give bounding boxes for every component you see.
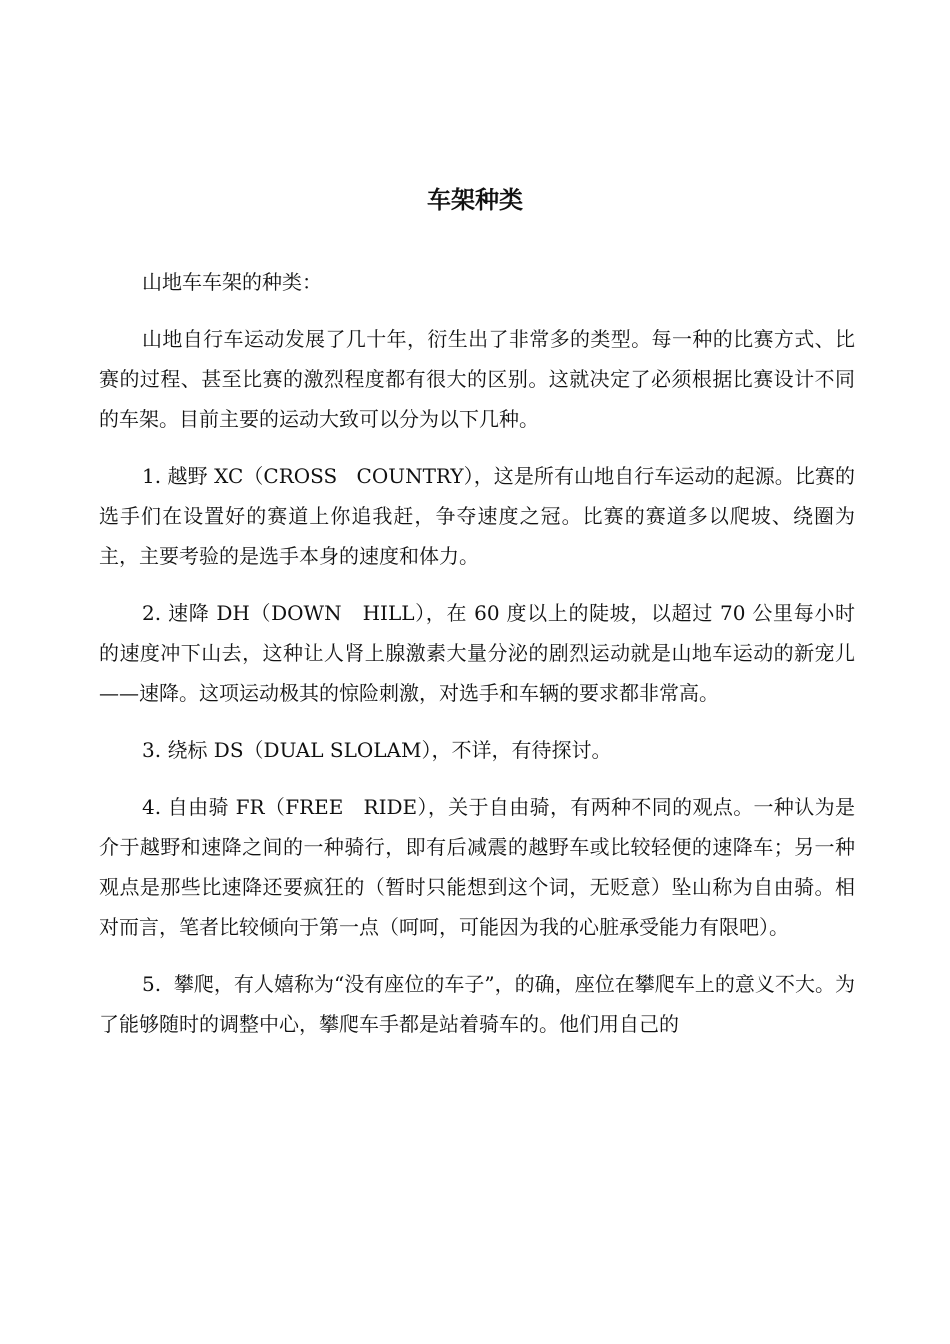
document-body <box>99 262 855 1061</box>
paragraph-trial: 5. 攀爬，有人嬉称为“没有座位的车子”，的确，座位在攀爬车上的意义不大。为了能够随时的调整中心，攀爬车手都是站着骑车的。他们用自己的 <box>99 972 855 1036</box>
paragraph-ds: 3. 绕标 DS（DUAL SLOLAM），不详，有待探讨。 <box>142 738 612 762</box>
paragraph-overview: 山地自行车运动发展了几十年，衍生出了非常多的类型。每一种的比赛方式、比赛的过程、甚至比赛的激烈程度都有很大的区别。这就决定了必须根据比赛设计不同的车架。目前主要的运动大致可以分为以下几种。 <box>99 327 855 431</box>
paragraph-xc: 1. 越野 XC（CROSS COUNTRY），这是所有山地自行车运动的起源。比赛的选手们在设置好的赛道上你追我赶，争夺速度之冠。比赛的赛道多以爬坡、绕圈为主，主要考验的是选手本身的速度和体力。 <box>99 464 855 568</box>
document-title: 车架种类 <box>427 186 523 214</box>
paragraph-intro-heading: 山地车车架的种类： <box>142 270 322 294</box>
paragraph-dh: 2. 速降 DH（DOWN HILL），在 60 度以上的陡坡，以超过 70 公里每小时的速度冲下山去，这种让人肾上腺激素大量分泌的剧烈运动就是山地车运动的新宠儿——速降。这项运动极其的惊险刺激，对选手和车辆的要求都非常高。 <box>99 601 855 705</box>
paragraph-fr: 4. 自由骑 FR（FREE RIDE），关于自由骑，有两种不同的观点。一种认为是介于越野和速降之间的一种骑行，即有后减震的越野车或比较轻便的速降车；另一种观点是那些比速降还要疯狂的（暂时只能想到这个词，无贬意）坠山称为自由骑。相对而言，笔者比较倾向于第一点（呵呵，可能因为我的心脏承受能力有限吧）。 <box>99 795 855 939</box>
